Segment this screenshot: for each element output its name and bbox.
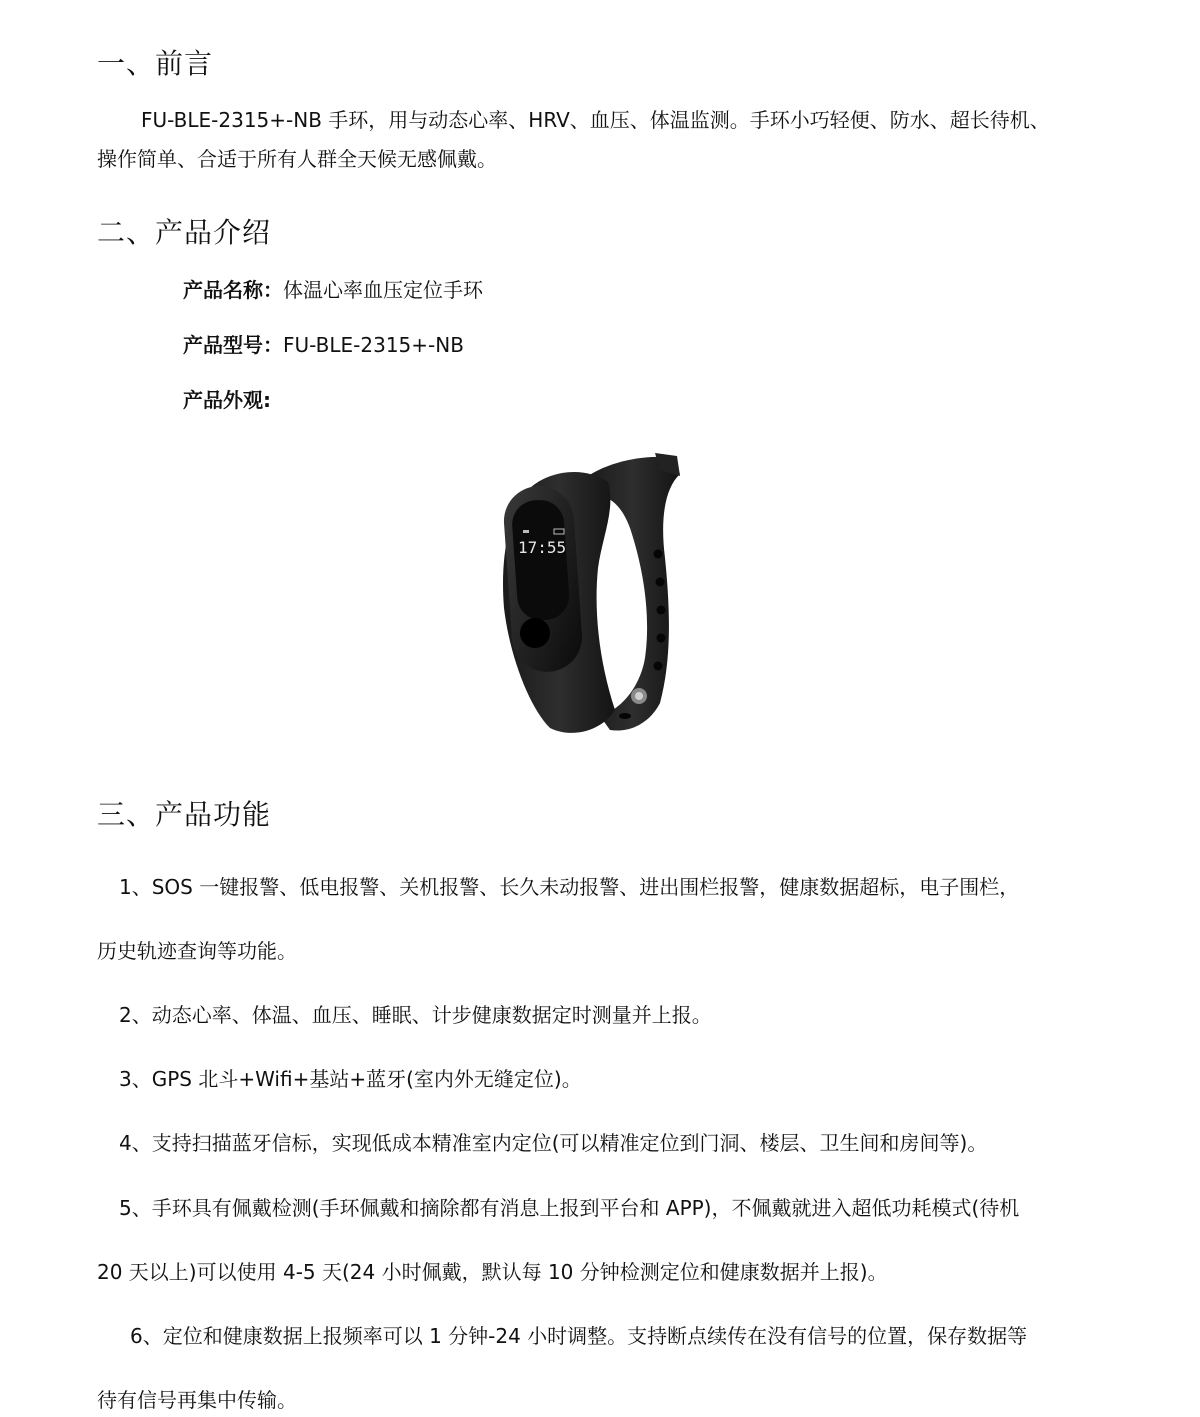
product-name-label: 产品名称： [183,278,283,302]
preface-paragraph-line-1: FU-BLE-2315+-NB 手环，用与动态心率、HRV、血压、体温监测。手环小巧轻便、防水、超长待机、 [141,108,1050,132]
feature-4: 4、支持扫描蓝牙信标，实现低成本精准室内定位(可以精准定位到门洞、楼层、卫生间和房间等)。 [119,1131,988,1155]
feature-6-line-1: 6、定位和健康数据上报频率可以 1 分钟-24 小时调整。支持断点续传在没有信号的位置，保存数据等 [130,1324,1028,1348]
features-heading: 三、产品功能 [97,798,272,831]
preface-paragraph-line-2: 操作简单、合适于所有人群全天候无感佩戴。 [97,147,497,171]
feature-2: 2、动态心率、体温、血压、睡眠、计步健康数据定时测量并上报。 [119,1003,712,1027]
feature-5-line-1: 5、手环具有佩戴检测(手环佩戴和摘除都有消息上报到平台和 APP)，不佩戴就进入超低功耗模式(待机 [119,1196,1020,1220]
product-name-row [183,274,483,303]
preface-heading: 一、前言 [97,47,214,80]
product-appearance-label: 产品外观: [183,388,271,412]
feature-1-line-2: 历史轨迹查询等功能。 [97,939,297,963]
product-model-label: 产品型号： [183,333,283,357]
device-screen-time: 17:55 [518,538,567,557]
intro-heading: 二、产品介绍 [97,216,272,249]
feature-1-line-1: 1、SOS 一键报警、低电报警、关机报警、长久未动报警、进出围栏报警，健康数据超标，电子围栏， [119,875,1020,899]
fitness-band-image [490,448,690,738]
product-name-value: 体温心率血压定位手环 [283,278,483,302]
feature-5-line-2: 20 天以上)可以使用 4-5 天(24 小时佩戴，默认每 10 分钟检测定位和健康数据并上报)。 [97,1260,888,1284]
feature-3: 3、GPS 北斗+Wifi+基站+蓝牙(室内外无缝定位)。 [119,1067,582,1091]
product-appearance-row [183,384,271,413]
feature-6-line-2: 待有信号再集中传输。 [97,1388,297,1412]
product-model-row [183,329,464,358]
product-model-value: FU-BLE-2315+-NB [283,333,464,357]
